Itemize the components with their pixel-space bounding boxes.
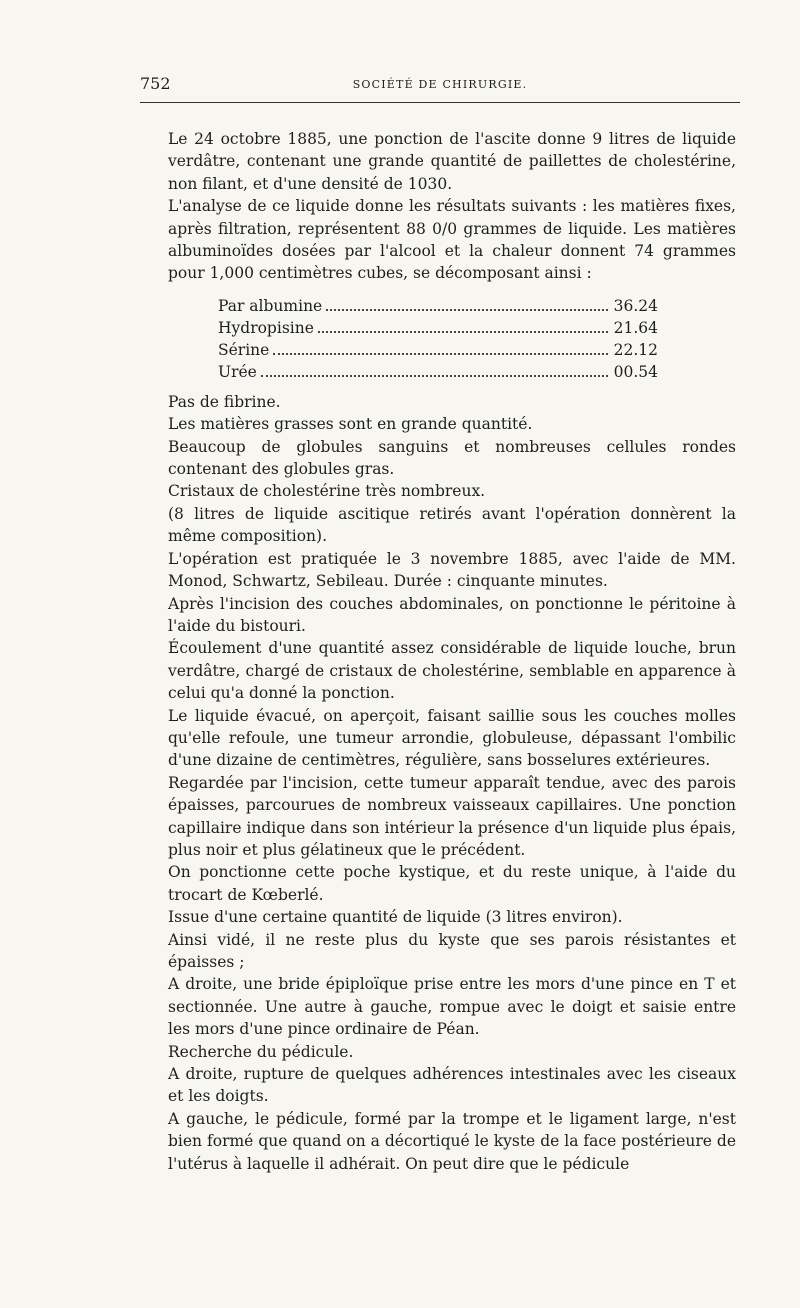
row-label: Urée: [218, 362, 257, 381]
dot-leader: [261, 375, 608, 377]
paragraph: L'opération est pratiquée le 3 novembre 1885, avec l'aide de MM. Monod, Schwartz, Sebileau. Durée : cinquante minutes.: [168, 549, 736, 591]
row-value: 00.54: [613, 362, 658, 381]
analysis-table: [218, 295, 658, 383]
paragraph: L'analyse de ce liquide donne les résultats suivants : les matières fixes, après filtration, représentent 88 0/0 grammes de liquide. Les matières albuminoïdes dosées par l'alcool et la chaleur donnent 74 grammes pour 1,000 centimètres cubes, se décomposant ainsi :: [168, 197, 736, 283]
paragraph: Après l'incision des couches abdominales, on ponctionne le péritoine à l'aide du bistouri.: [168, 594, 736, 635]
table-row: [218, 317, 658, 339]
running-head: SOCIÉTÉ DE CHIRURGIE.: [352, 78, 528, 91]
row-value: 36.24: [613, 296, 658, 315]
paragraph: Écoulement d'une quantité assez considérable de liquide louche, brun verdâtre, chargé de cristaux de cholestérine, semblable en apparence à celui qu'a donné la ponction.: [168, 639, 736, 703]
paragraph: (8 litres de liquide ascitique retirés avant l'opération donnèrent la même composition).: [168, 504, 736, 546]
paragraph: A droite, une bride épiploïque prise entre les mors d'une pince en T et sectionnée. Une autre à gauche, rompue avec le doigt et saisie entre les mors d'une pince ordinaire de Péan.: [168, 975, 736, 1039]
dot-leader: [318, 331, 608, 333]
paragraph: Cristaux de cholestérine très nombreux.: [168, 482, 486, 501]
paragraph: On ponctionne cette poche kystique, et du reste unique, à l'aide du trocart de Kœberlé.: [168, 863, 736, 904]
paragraph: Le 24 octobre 1885, une ponction de l'ascite donne 9 litres de liquide verdâtre, contenant une grande quantité de paillettes de cholestérine, non filant, et d'une densité de 1030.: [168, 130, 736, 193]
paragraph: Beaucoup de globules sanguins et nombreuses cellules rondes contenant des globules gras.: [168, 437, 736, 479]
paragraph: A droite, rupture de quelques adhérences intestinales avec les ciseaux et les doigts.: [168, 1065, 736, 1106]
paragraph: Les matières grasses sont en grande quantité.: [168, 415, 533, 434]
table-row: [218, 295, 658, 317]
row-value: 21.64: [613, 318, 658, 337]
paragraph: Pas de fibrine.: [168, 392, 281, 411]
paragraph: Ainsi vidé, il ne reste plus du kyste que ses parois résistantes et épaisses ;: [168, 930, 736, 971]
paragraph: Regardée par l'incision, cette tumeur apparaît tendue, avec des parois épaisses, parcourues de nombreux vaisseaux capillaires. Une ponction capillaire indique dans son intérieur la présence d'un liquide plus épais, plus noir et plus gélatineux que le précédent.: [168, 773, 736, 859]
page-header: [140, 74, 740, 103]
paragraph: Le liquide évacué, on aperçoit, faisant saillie sous les couches molles qu'elle refoule, une tumeur arrondie, globuleuse, dépassant l'ombilic d'une dizaine de centimètres, régulière, sans bosselures extérieures.: [168, 706, 736, 770]
dot-leader: [326, 309, 607, 311]
row-label: Par albumine: [218, 296, 323, 315]
paragraph: Recherche du pédicule.: [168, 1042, 354, 1061]
paragraph: A gauche, le pédicule, formé par la trompe et le ligament large, n'est bien formé que quand on a décortiqué le kyste de la face postérieure de l'utérus à laquelle il adhérait. On peut dire que le pédicule: [168, 1109, 736, 1173]
paragraph: Issue d'une certaine quantité de liquide (3 litres environ).: [168, 908, 623, 927]
page-number: 752: [140, 74, 171, 93]
dot-leader: [273, 353, 607, 355]
row-label: Sérine: [218, 340, 270, 359]
row-label: Hydropisine: [218, 318, 314, 337]
table-row: [218, 339, 658, 361]
table-row: [218, 361, 658, 383]
row-value: 22.12: [613, 340, 658, 359]
body-text: [168, 128, 736, 1175]
